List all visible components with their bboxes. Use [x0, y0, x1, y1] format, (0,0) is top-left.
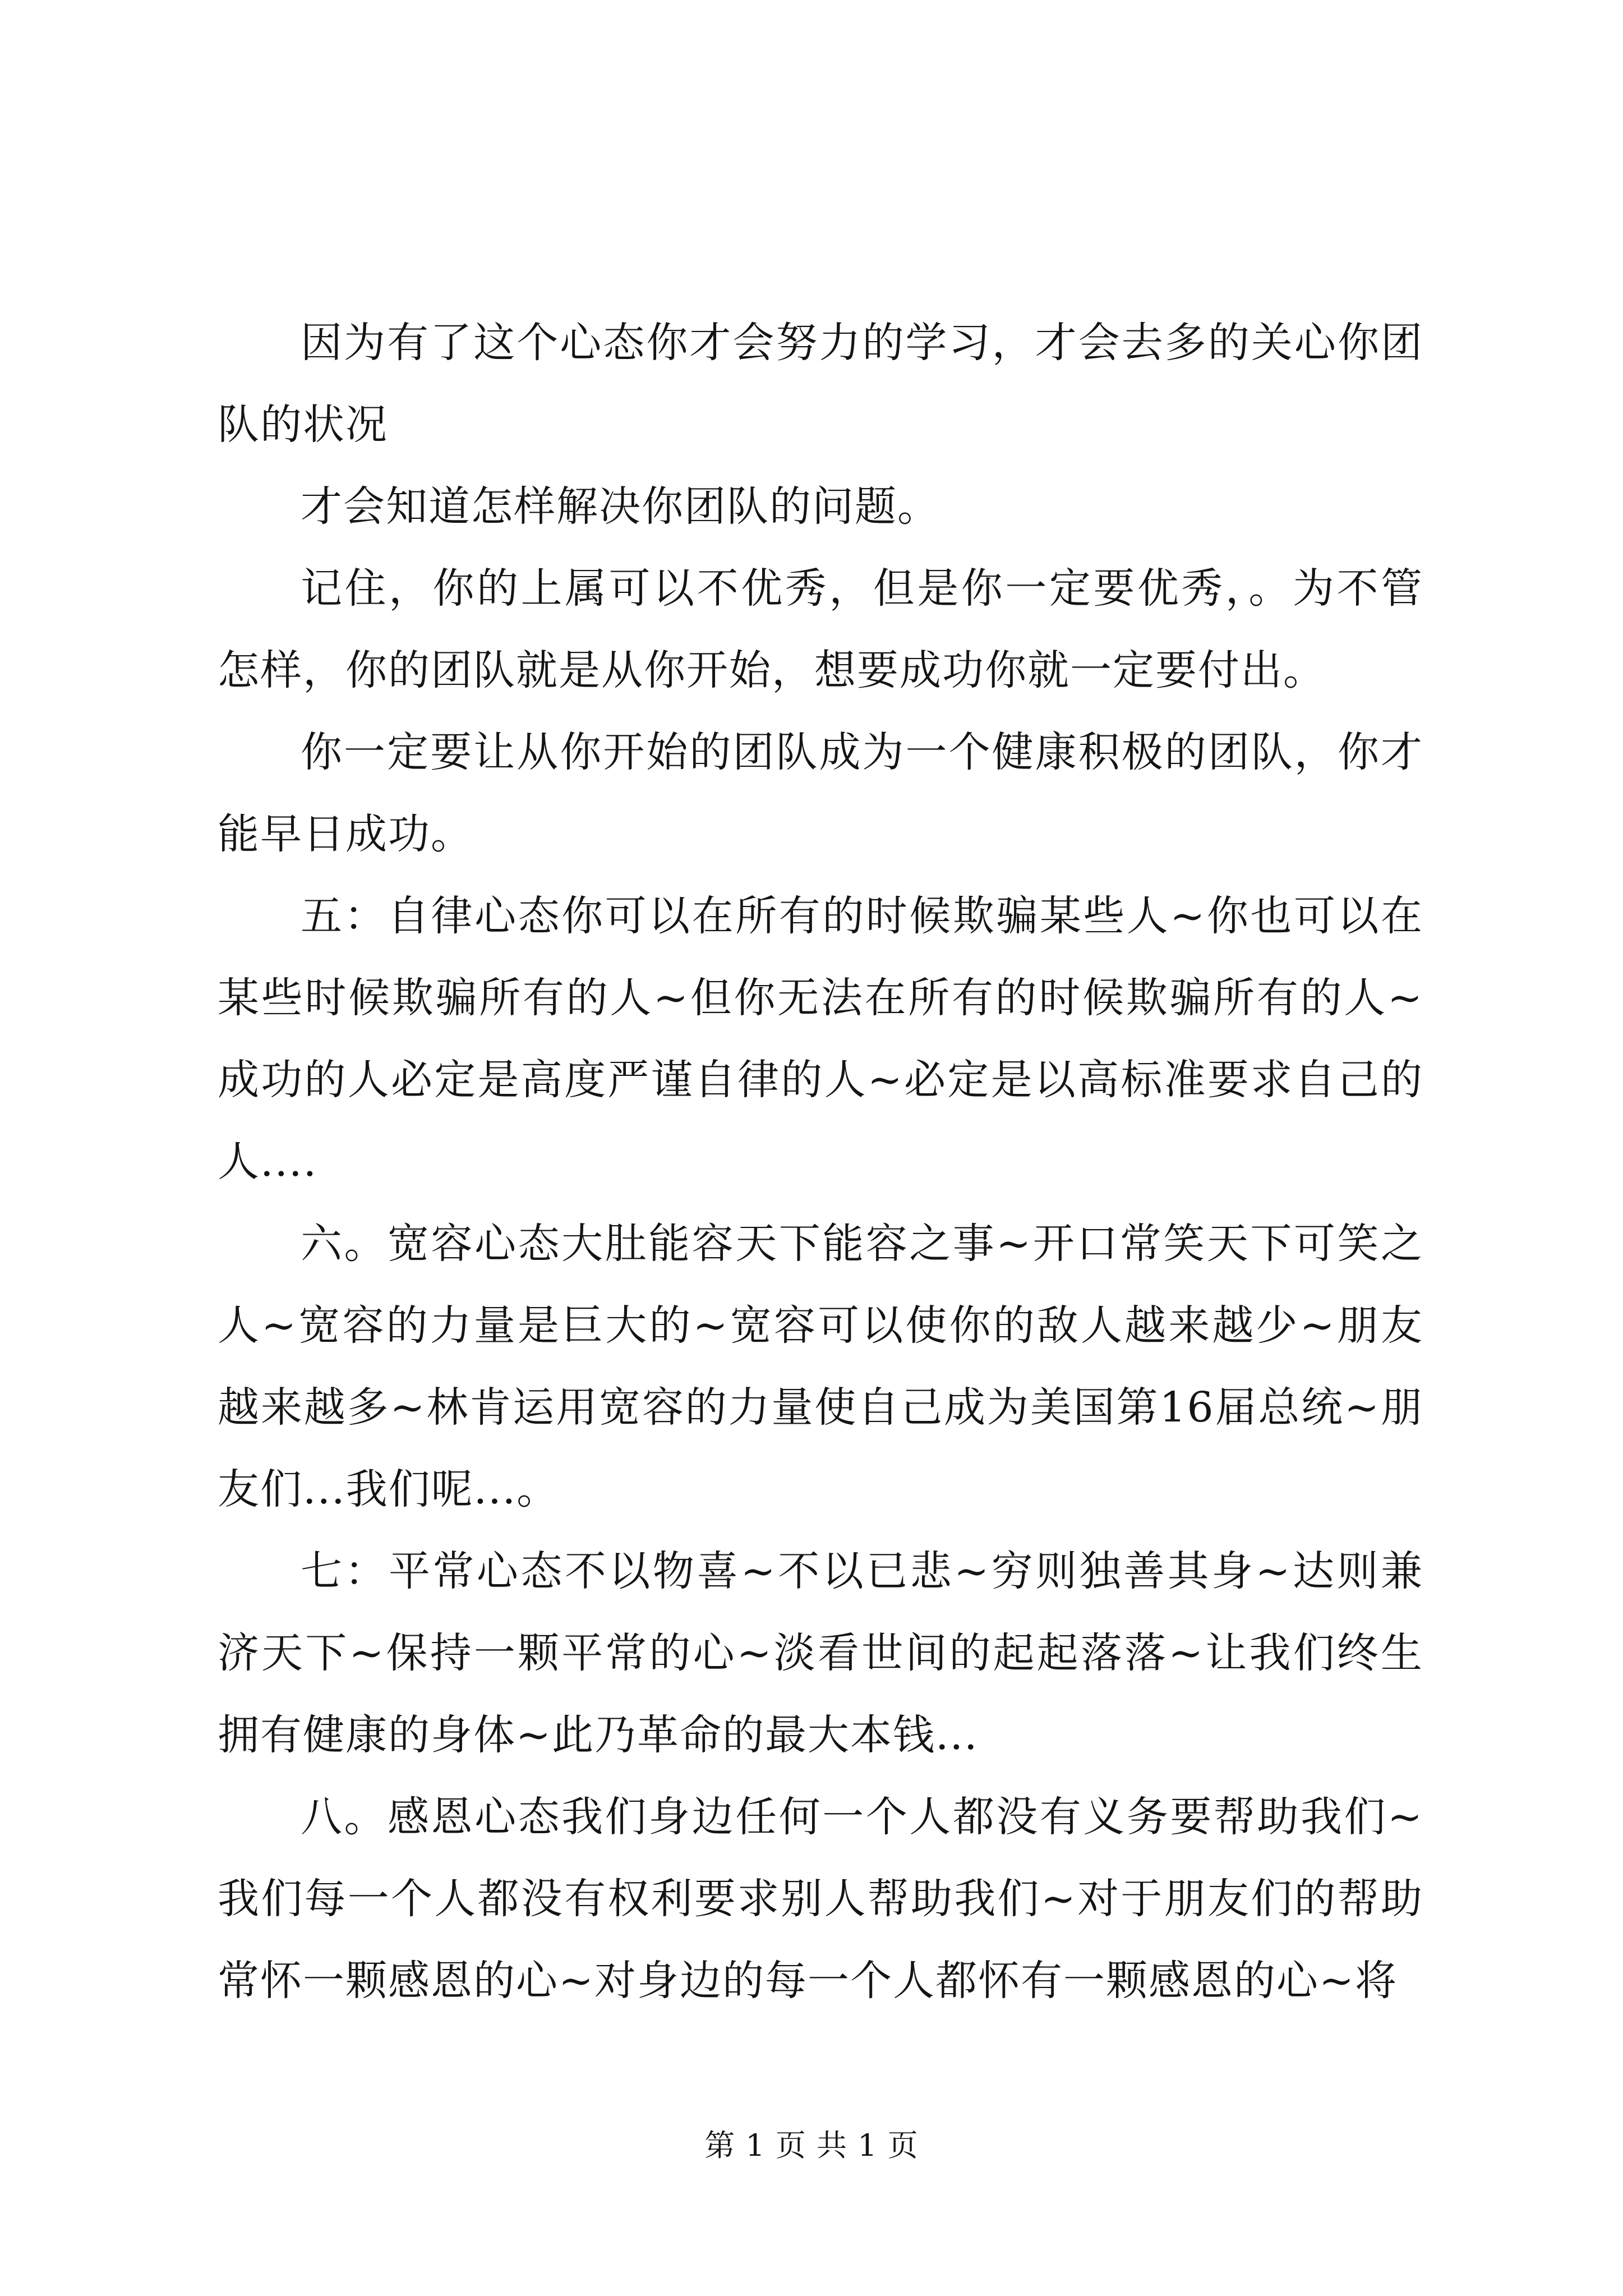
paragraph: 记住，你的上属可以不优秀，但是你一定要优秀，。为不管怎样，你的团队就是从你开始，想要成功你就一定要付出。: [218, 564, 1423, 694]
paragraph: 六。宽容心态大肚能容天下能容之事~开口常笑天下可笑之人~宽容的力量是巨大的~宽容可以使你的敌人越来越少~朋友越来越多~林肯运用宽容的力量使自己成为美国第16届总统~朋友们...我们呢...。: [218, 1220, 1423, 1513]
paragraph: 你一定要让从你开始的团队成为一个健康积极的团队，你才能早日成功。: [218, 728, 1423, 858]
document-body: [218, 302, 1423, 2022]
paragraph: 七：平常心态不以物喜~不以已悲~穷则独善其身~达则兼济天下~保持一颗平常的心~淡看世间的起起落落~让我们终生拥有健康的身体~此乃革命的最大本钱...: [218, 1547, 1423, 1759]
paragraph: 五：自律心态你可以在所有的时候欺骗某些人~你也可以在某些时候欺骗所有的人~但你无法在所有的时候欺骗所有的人~成功的人必定是高度严谨自律的人~必定是以高标准要求自己的人....: [218, 892, 1423, 1186]
page-number-footer: 第 1 页 共 1 页: [704, 2128, 919, 2163]
paragraph: 才会知道怎样解决你团队的问题。: [301, 482, 940, 531]
paragraph: 八。感恩心态我们身边任何一个人都没有义务要帮助我们~我们每一个人都没有权利要求别人帮助我们~对于朋友们的帮助常怀一颗感恩的心~对身边的每一个人都怀有一颗感恩的心~将: [218, 1793, 1423, 2005]
paragraph: 因为有了这个心态你才会努力的学习，才会去多的关心你团队的状况: [218, 319, 1423, 449]
